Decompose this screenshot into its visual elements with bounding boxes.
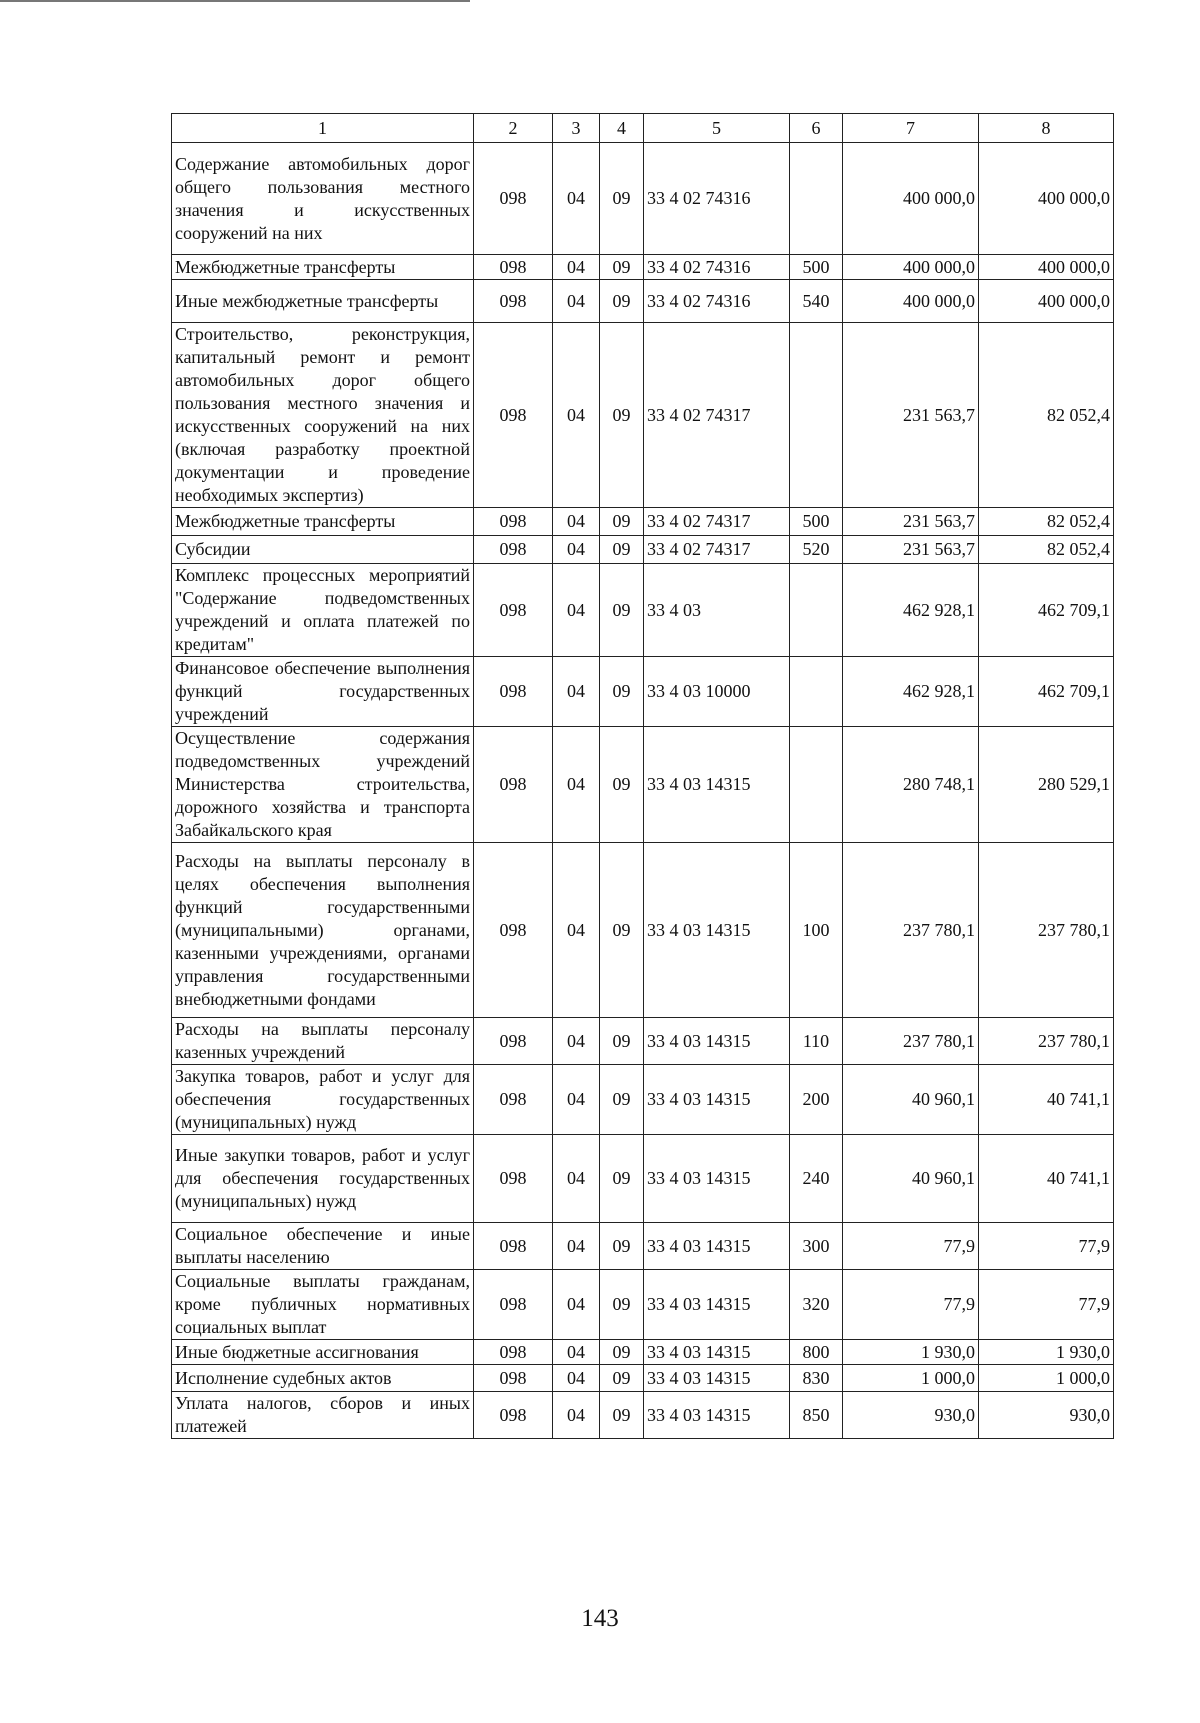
row-amount-col8: 462 709,1 [979,657,1114,727]
row-amount-col8: 82 052,4 [979,536,1114,564]
page-number: 143 [581,1605,619,1632]
row-expense-type: 520 [790,536,843,564]
table-header [172,114,1114,143]
row-amount-col7: 400 000,0 [843,280,979,323]
table-body [172,143,1114,1439]
row-subsection: 09 [600,1392,644,1439]
row-section: 04 [553,1135,600,1223]
table-row [172,1340,1114,1365]
row-code: 098 [474,564,553,657]
row-subsection: 09 [600,1018,644,1065]
row-amount-col8: 82 052,4 [979,323,1114,508]
row-name: Расходы на выплаты персоналу в целях обеспечения выполнения функций государственными (муниципальными) органами, казенными учреждениями, органами управления государственными внебюджетными фондами [172,843,474,1018]
row-target-article: 33 4 02 74316 [644,255,790,280]
row-target-article: 33 4 02 74317 [644,323,790,508]
header-col-1: 1 [172,114,474,143]
row-amount-col8: 77,9 [979,1270,1114,1340]
table-row [172,1223,1114,1270]
row-subsection: 09 [600,143,644,255]
row-amount-col8: 237 780,1 [979,1018,1114,1065]
row-code: 098 [474,323,553,508]
row-expense-type: 110 [790,1018,843,1065]
row-expense-type: 320 [790,1270,843,1340]
row-target-article: 33 4 03 14315 [644,727,790,843]
row-amount-col8: 77,9 [979,1223,1114,1270]
top-scan-rule [0,0,470,2]
row-name: Иные межбюджетные трансферты [172,280,474,323]
row-amount-col7: 462 928,1 [843,657,979,727]
row-subsection: 09 [600,255,644,280]
row-target-article: 33 4 03 14315 [644,1365,790,1392]
row-name: Осуществление содержания подведомственных учреждений Министерства строительства, дорожного хозяйства и транспорта Забайкальского края [172,727,474,843]
row-amount-col8: 400 000,0 [979,143,1114,255]
row-target-article: 33 4 03 14315 [644,1392,790,1439]
table-row [172,1135,1114,1223]
row-subsection: 09 [600,564,644,657]
row-expense-type: 200 [790,1065,843,1135]
row-target-article: 33 4 03 14315 [644,1270,790,1340]
row-section: 04 [553,657,600,727]
row-section: 04 [553,255,600,280]
table-row [172,727,1114,843]
row-expense-type [790,143,843,255]
row-amount-col7: 1 930,0 [843,1340,979,1365]
row-amount-col8: 1 930,0 [979,1340,1114,1365]
row-subsection: 09 [600,1223,644,1270]
row-subsection: 09 [600,1270,644,1340]
row-code: 098 [474,143,553,255]
header-col-8: 8 [979,114,1114,143]
row-subsection: 09 [600,536,644,564]
row-target-article: 33 4 03 10000 [644,657,790,727]
row-section: 04 [553,1392,600,1439]
row-subsection: 09 [600,1135,644,1223]
table-row [172,657,1114,727]
row-name: Комплекс процессных мероприятий "Содержание подведомственных учреждений и оплата платежей по кредитам" [172,564,474,657]
row-code: 098 [474,536,553,564]
row-target-article: 33 4 02 74316 [644,143,790,255]
row-code: 098 [474,727,553,843]
row-amount-col8: 1 000,0 [979,1365,1114,1392]
row-target-article: 33 4 03 14315 [644,1223,790,1270]
row-amount-col7: 237 780,1 [843,1018,979,1065]
row-name: Исполнение судебных актов [172,1365,474,1392]
row-name: Содержание автомобильных дорог общего пользования местного значения и искусственных сооружений на них [172,143,474,255]
row-name: Уплата налогов, сборов и иных платежей [172,1392,474,1439]
row-expense-type: 830 [790,1365,843,1392]
row-code: 098 [474,280,553,323]
row-expense-type: 500 [790,255,843,280]
row-name: Межбюджетные трансферты [172,508,474,536]
row-section: 04 [553,1223,600,1270]
row-target-article: 33 4 02 74317 [644,536,790,564]
row-expense-type: 240 [790,1135,843,1223]
row-name: Межбюджетные трансферты [172,255,474,280]
row-amount-col7: 231 563,7 [843,323,979,508]
row-amount-col7: 1 000,0 [843,1365,979,1392]
row-name: Строительство, реконструкция, капитальный ремонт и ремонт автомобильных дорог общего пользования местного значения и искусственных сооружений на них (включая разработку проектной документации и проведение необходимых экспертиз) [172,323,474,508]
row-code: 098 [474,1018,553,1065]
table-row [172,280,1114,323]
header-col-4: 4 [600,114,644,143]
row-section: 04 [553,323,600,508]
table-row [172,1018,1114,1065]
row-amount-col8: 400 000,0 [979,255,1114,280]
row-name: Социальное обеспечение и иные выплаты населению [172,1223,474,1270]
row-subsection: 09 [600,280,644,323]
row-amount-col8: 40 741,1 [979,1135,1114,1223]
row-section: 04 [553,143,600,255]
table-row [172,1270,1114,1340]
row-amount-col8: 40 741,1 [979,1065,1114,1135]
table-row [172,508,1114,536]
row-target-article: 33 4 03 14315 [644,1135,790,1223]
row-subsection: 09 [600,657,644,727]
row-code: 098 [474,843,553,1018]
row-target-article: 33 4 03 14315 [644,1018,790,1065]
row-code: 098 [474,657,553,727]
row-subsection: 09 [600,508,644,536]
table-row [172,323,1114,508]
row-section: 04 [553,1065,600,1135]
row-expense-type: 300 [790,1223,843,1270]
header-col-7: 7 [843,114,979,143]
row-name: Субсидии [172,536,474,564]
table-row [172,564,1114,657]
row-section: 04 [553,1270,600,1340]
row-name: Иные бюджетные ассигнования [172,1340,474,1365]
table-row [172,843,1114,1018]
row-subsection: 09 [600,727,644,843]
row-amount-col7: 77,9 [843,1223,979,1270]
row-code: 098 [474,1135,553,1223]
row-section: 04 [553,843,600,1018]
row-amount-col8: 82 052,4 [979,508,1114,536]
row-amount-col7: 77,9 [843,1270,979,1340]
row-section: 04 [553,564,600,657]
row-code: 098 [474,1365,553,1392]
header-col-6: 6 [790,114,843,143]
row-expense-type [790,727,843,843]
row-code: 098 [474,1065,553,1135]
row-section: 04 [553,1365,600,1392]
row-expense-type: 500 [790,508,843,536]
row-target-article: 33 4 03 14315 [644,1065,790,1135]
row-expense-type: 850 [790,1392,843,1439]
row-target-article: 33 4 03 14315 [644,843,790,1018]
row-code: 098 [474,1340,553,1365]
row-code: 098 [474,1392,553,1439]
row-amount-col7: 400 000,0 [843,255,979,280]
row-code: 098 [474,508,553,536]
row-target-article: 33 4 02 74317 [644,508,790,536]
row-amount-col7: 280 748,1 [843,727,979,843]
row-amount-col8: 400 000,0 [979,280,1114,323]
table-row [172,1365,1114,1392]
row-code: 098 [474,255,553,280]
row-code: 098 [474,1223,553,1270]
table-row [172,1392,1114,1439]
row-expense-type: 800 [790,1340,843,1365]
row-section: 04 [553,508,600,536]
row-amount-col8: 462 709,1 [979,564,1114,657]
row-amount-col7: 462 928,1 [843,564,979,657]
row-name: Социальные выплаты гражданам, кроме публичных нормативных социальных выплат [172,1270,474,1340]
budget-table [171,113,1114,1439]
row-expense-type [790,564,843,657]
row-amount-col7: 930,0 [843,1392,979,1439]
row-name: Закупка товаров, работ и услуг для обеспечения государственных (муниципальных) нужд [172,1065,474,1135]
table-row [172,143,1114,255]
row-section: 04 [553,280,600,323]
row-amount-col7: 400 000,0 [843,143,979,255]
row-section: 04 [553,1340,600,1365]
row-subsection: 09 [600,843,644,1018]
header-col-5: 5 [644,114,790,143]
row-subsection: 09 [600,323,644,508]
row-expense-type [790,657,843,727]
row-amount-col7: 40 960,1 [843,1065,979,1135]
row-expense-type [790,323,843,508]
row-target-article: 33 4 02 74316 [644,280,790,323]
row-target-article: 33 4 03 14315 [644,1340,790,1365]
row-subsection: 09 [600,1340,644,1365]
header-row [172,114,1114,143]
row-amount-col7: 231 563,7 [843,508,979,536]
table-row [172,536,1114,564]
row-section: 04 [553,536,600,564]
row-amount-col7: 40 960,1 [843,1135,979,1223]
row-section: 04 [553,727,600,843]
row-name: Расходы на выплаты персоналу казенных учреждений [172,1018,474,1065]
row-amount-col8: 930,0 [979,1392,1114,1439]
header-col-2: 2 [474,114,553,143]
row-name: Финансовое обеспечение выполнения функций государственных учреждений [172,657,474,727]
row-amount-col8: 237 780,1 [979,843,1114,1018]
row-subsection: 09 [600,1065,644,1135]
header-col-3: 3 [553,114,600,143]
row-target-article: 33 4 03 [644,564,790,657]
row-subsection: 09 [600,1365,644,1392]
row-code: 098 [474,1270,553,1340]
table-row [172,255,1114,280]
row-amount-col8: 280 529,1 [979,727,1114,843]
table-row [172,1065,1114,1135]
row-amount-col7: 237 780,1 [843,843,979,1018]
row-expense-type: 100 [790,843,843,1018]
row-amount-col7: 231 563,7 [843,536,979,564]
row-name: Иные закупки товаров, работ и услуг для обеспечения государственных (муниципальных) нужд [172,1135,474,1223]
row-expense-type: 540 [790,280,843,323]
row-section: 04 [553,1018,600,1065]
